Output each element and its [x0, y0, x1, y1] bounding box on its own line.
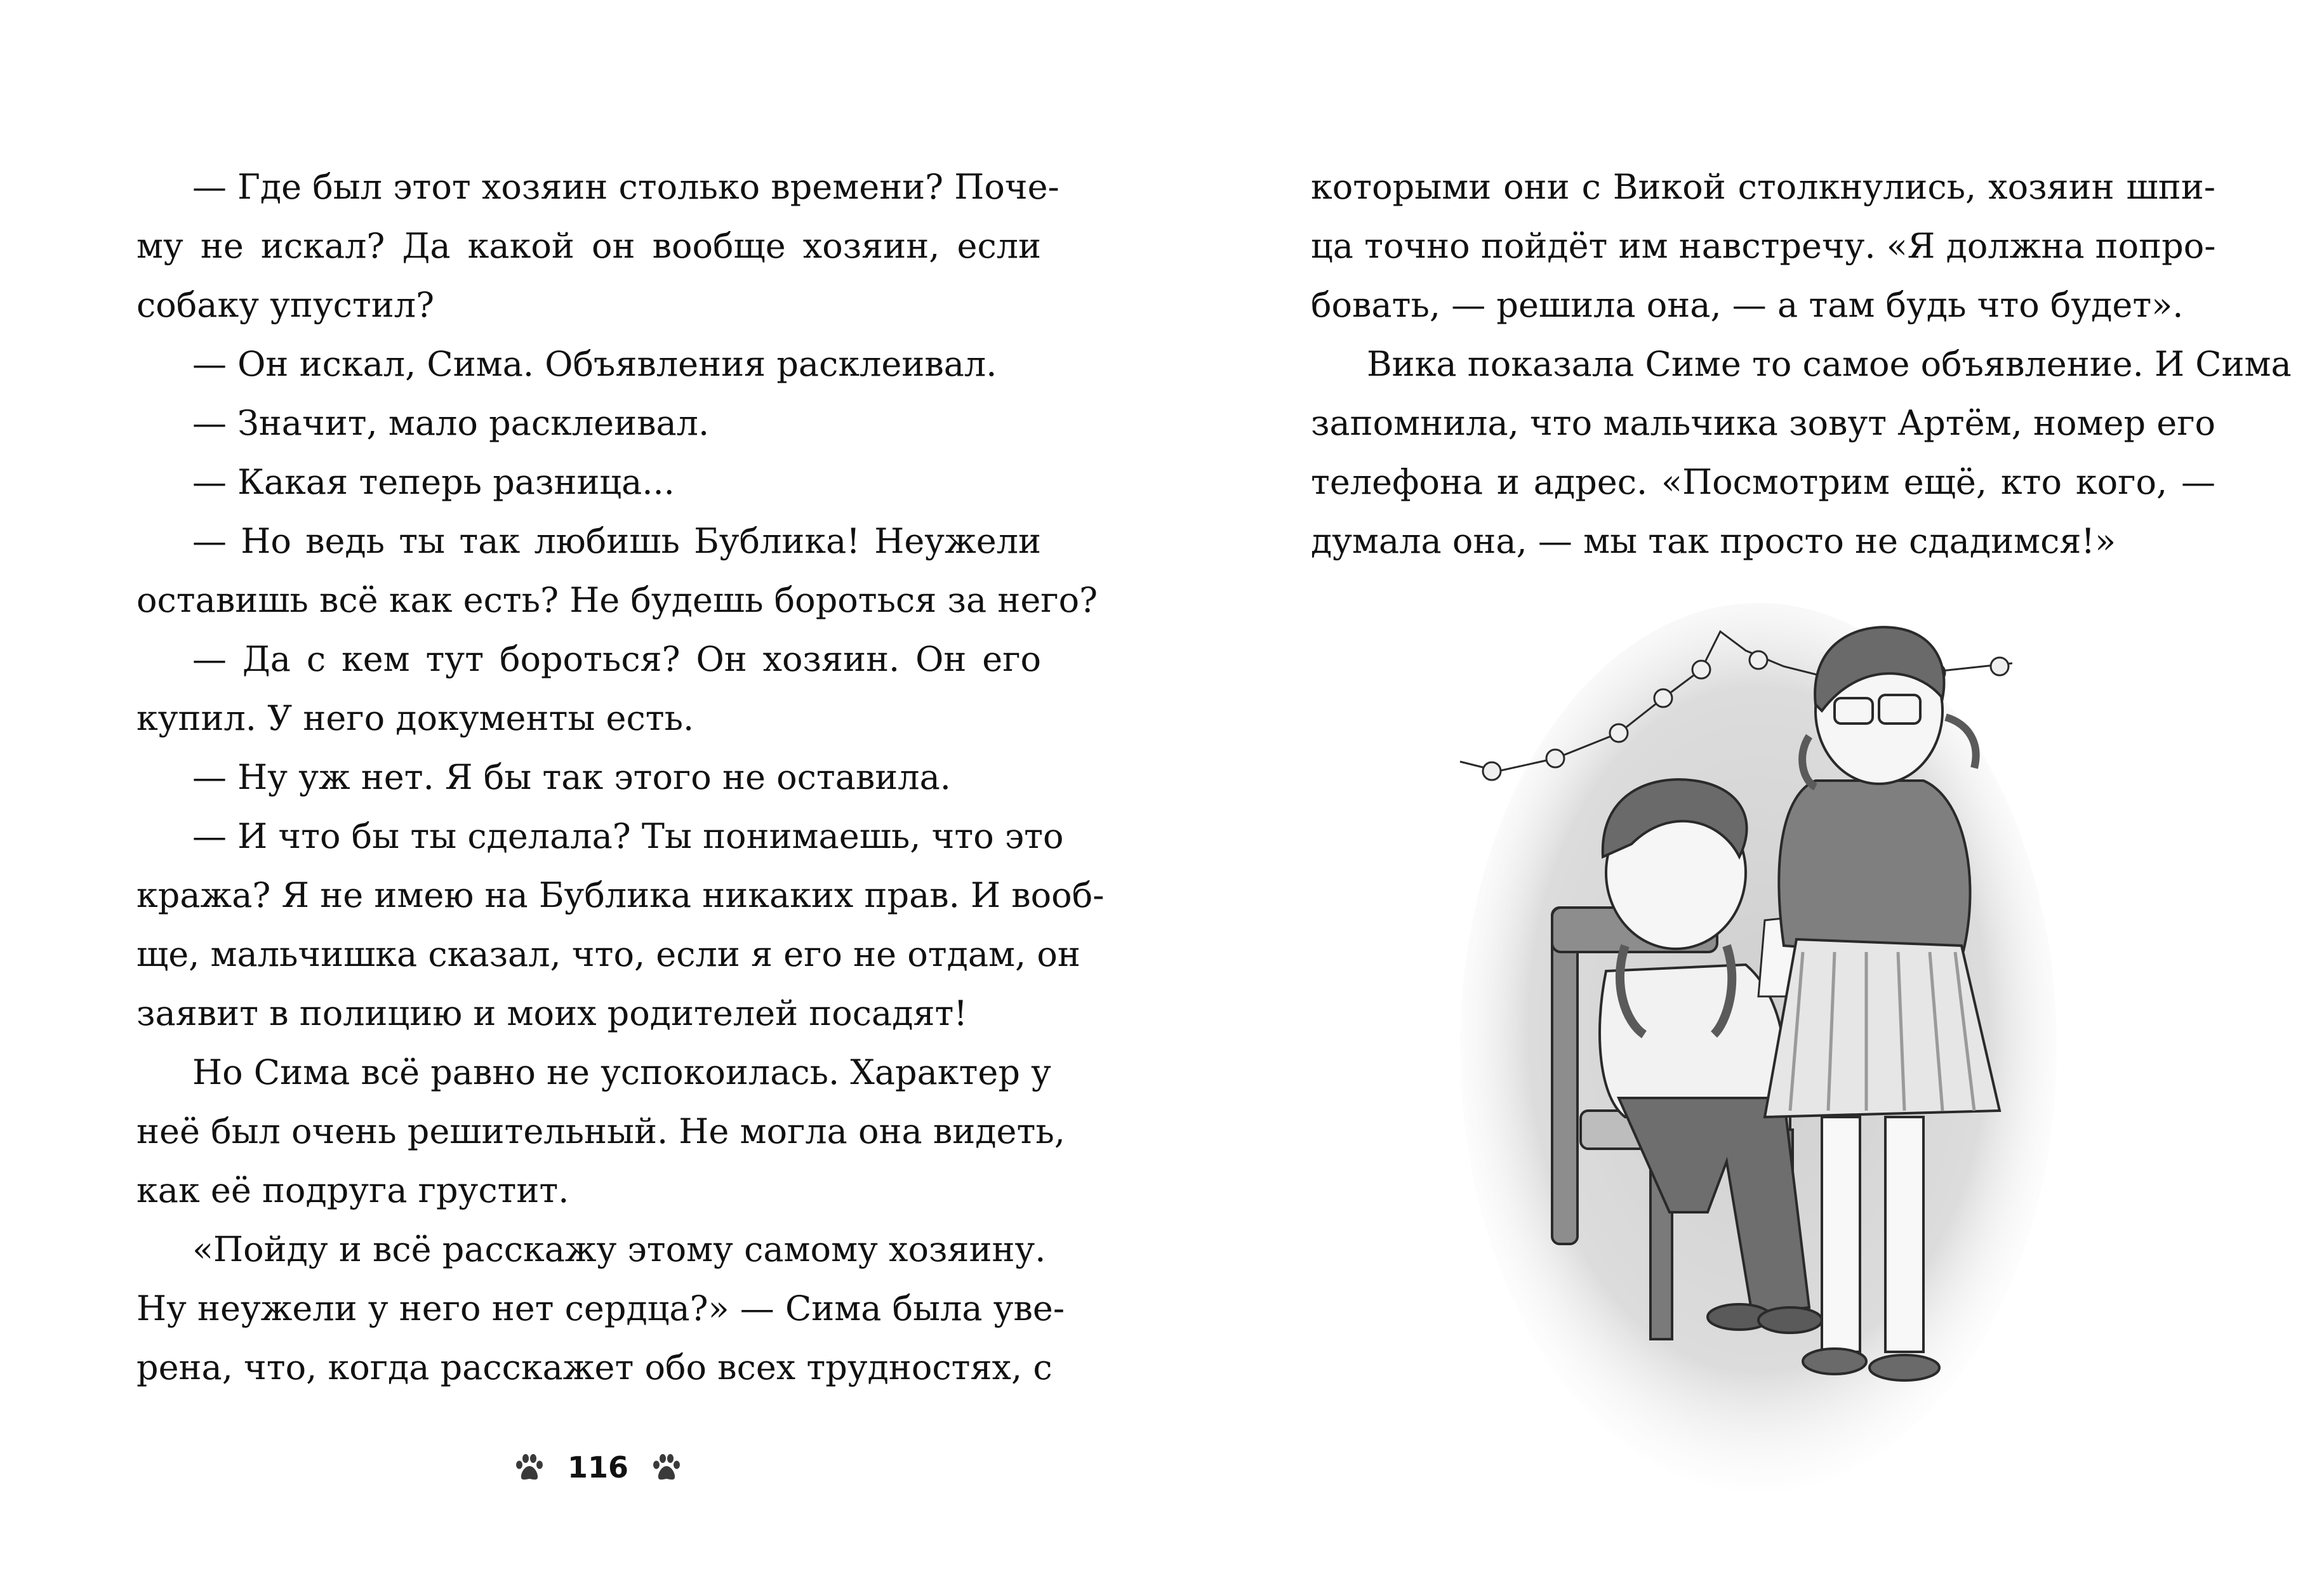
text-line: — Да с кем тут бороться? Он хозяин. Он его [192, 639, 1041, 679]
text-line: Но Сима всё равно не успокоилась. Характер у [192, 1052, 1051, 1092]
text-line: — Ну уж нет. Я бы так этого не оставила. [192, 757, 951, 797]
text-line: рена, что, когда расскажет обо всех трудностях, с [136, 1347, 1052, 1387]
text-line: — Но ведь ты так любишь Бублика! Неужели [192, 521, 1041, 561]
text-line: заявит в полицию и моих родителей посадят! [136, 993, 968, 1033]
text-line: кража? Я не имею на Бублика никаких прав. И вооб- [136, 875, 1105, 915]
text-line: купил. У него документы есть. [136, 698, 694, 738]
text-line: — Он искал, Сима. Объявления расклеивал. [192, 344, 997, 384]
text-line: телефона и адрес. «Посмотрим ещё, кто кого, — [1311, 462, 2215, 502]
page-number: 116 [568, 1450, 629, 1485]
text-line: собаку упустил? [136, 285, 435, 325]
paw-print-icon [514, 1453, 545, 1481]
right-page [1162, 0, 2324, 1574]
right-page-text [1311, 157, 2292, 571]
illustration-two-girls [1441, 590, 2063, 1517]
text-line: — Значит, мало расклеивал. [192, 403, 710, 443]
text-line: му не искал? Да какой он вообще хозяин, если [136, 226, 1041, 266]
page-folio [514, 1450, 682, 1485]
text-line: «Пойду и всё расскажу этому самому хозяину. [192, 1229, 1046, 1269]
text-line: которыми они с Викой столкнулись, хозяин шпи- [1311, 167, 2215, 207]
text-line: — Какая теперь разница... [192, 462, 675, 502]
text-line: неё был очень решительный. Не могла она видеть, [136, 1111, 1065, 1151]
left-page-text [136, 157, 1105, 1397]
text-line: Вика показала Симе то самое объявление. И Сима [1367, 344, 2292, 384]
text-line: как её подруга грустит. [136, 1170, 569, 1210]
text-line: думала она, — мы так просто не сдадимся!» [1311, 521, 2116, 561]
text-line: бовать, — решила она, — а там будь что будет». [1311, 285, 2184, 325]
text-line: ще, мальчишка сказал, что, если я его не отдам, он [136, 934, 1080, 974]
text-line: запомнила, что мальчика зовут Артём, номер его [1311, 403, 2215, 443]
text-line: ца точно пойдёт им навстречу. «Я должна попро- [1311, 226, 2216, 266]
paw-print-icon [651, 1453, 682, 1481]
text-line: — И что бы ты сделала? Ты понимаешь, что это [192, 816, 1064, 856]
text-line: — Где был этот хозяин столько времени? Поче- [192, 167, 1059, 207]
text-line: оставишь всё как есть? Не будешь бороться за него? [136, 580, 1098, 620]
text-line: Ну неужели у него нет сердца?» — Сима была уве- [136, 1288, 1065, 1328]
